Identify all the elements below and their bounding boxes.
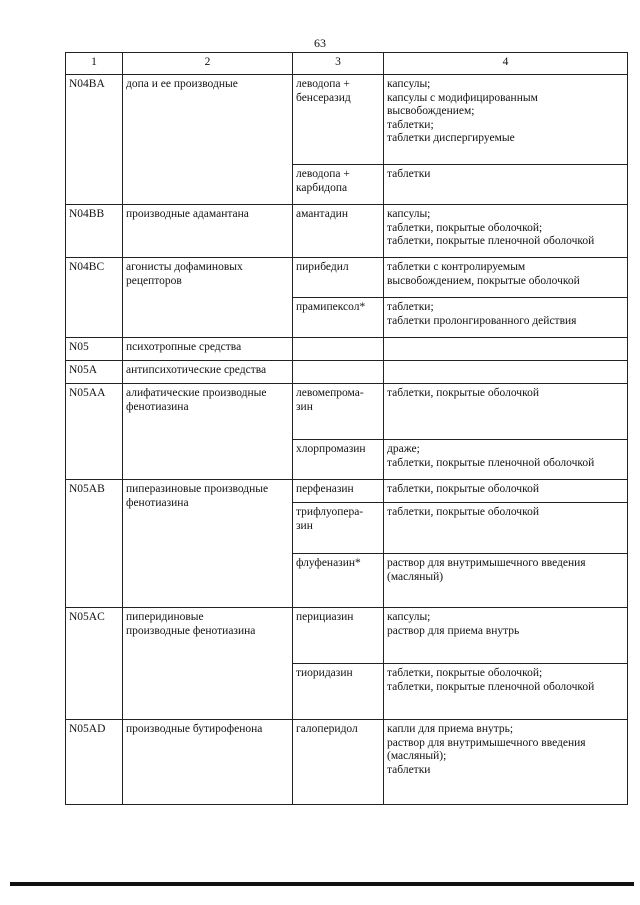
dosage-forms-cell: таблетки, покрытые оболочкой	[384, 480, 628, 503]
table-row	[66, 384, 628, 440]
drug-name-cell	[293, 338, 384, 361]
header-col-4: 4	[384, 53, 628, 75]
bottom-divider	[10, 882, 634, 886]
drug-table-body	[66, 53, 628, 805]
atc-code-cell: N05	[66, 338, 123, 361]
drug-name-cell: левомепрома- зин	[293, 384, 384, 440]
table-row	[66, 338, 628, 361]
table-row	[66, 361, 628, 384]
atc-code-cell: N05AA	[66, 384, 123, 480]
page-number: 63	[314, 36, 326, 50]
drug-name-cell: галоперидол	[293, 720, 384, 805]
dosage-forms-cell: таблетки с контролируемым высвобождением, покрытые оболочкой	[384, 258, 628, 298]
group-name-cell: пиперазиновые производные фенотиазина	[123, 480, 293, 608]
group-name-cell: допа и ее производные	[123, 75, 293, 205]
dosage-forms-cell	[384, 361, 628, 384]
drug-name-cell: пирибедил	[293, 258, 384, 298]
header-col-1: 1	[66, 53, 123, 75]
dosage-forms-cell: капсулы; раствор для приема внутрь	[384, 608, 628, 664]
table-row	[66, 480, 628, 503]
atc-code-cell: N05AD	[66, 720, 123, 805]
atc-code-cell: N04BC	[66, 258, 123, 338]
dosage-forms-cell: таблетки, покрытые оболочкой; таблетки, покрытые пленочной оболочкой	[384, 664, 628, 720]
atc-code-cell: N05A	[66, 361, 123, 384]
dosage-forms-cell: капсулы; таблетки, покрытые оболочкой; таблетки, покрытые пленочной оболочкой	[384, 205, 628, 258]
atc-code-cell: N05AB	[66, 480, 123, 608]
dosage-forms-cell: капсулы; капсулы с модифицированным высвобождением; таблетки; таблетки диспергируемые	[384, 75, 628, 165]
group-name-cell: алифатические производные фенотиазина	[123, 384, 293, 480]
dosage-forms-cell: таблетки, покрытые оболочкой	[384, 384, 628, 440]
group-name-cell: производные бутирофенона	[123, 720, 293, 805]
header-col-3: 3	[293, 53, 384, 75]
group-name-cell: агонисты дофаминовых рецепторов	[123, 258, 293, 338]
drug-name-cell: амантадин	[293, 205, 384, 258]
table-row	[66, 75, 628, 165]
table-row	[66, 205, 628, 258]
dosage-forms-cell: драже; таблетки, покрытые пленочной оболочкой	[384, 440, 628, 480]
drug-name-cell: флуфеназин*	[293, 554, 384, 608]
drug-name-cell: леводопа + карбидопа	[293, 165, 384, 205]
table-row	[66, 258, 628, 298]
dosage-forms-cell: капли для приема внутрь; раствор для внутримышечного введения (масляный); таблетки	[384, 720, 628, 805]
drug-name-cell	[293, 361, 384, 384]
group-name-cell: антипсихотические средства	[123, 361, 293, 384]
drug-name-cell: перфеназин	[293, 480, 384, 503]
dosage-forms-cell: раствор для внутримышечного введения (масляный)	[384, 554, 628, 608]
drug-name-cell: хлорпромазин	[293, 440, 384, 480]
atc-code-cell: N04BA	[66, 75, 123, 205]
drug-name-cell: тиоридазин	[293, 664, 384, 720]
drug-name-cell: перициазин	[293, 608, 384, 664]
drug-name-cell: прамипексол*	[293, 298, 384, 338]
table-row	[66, 608, 628, 664]
dosage-forms-cell: таблетки; таблетки пролонгированного действия	[384, 298, 628, 338]
table-row	[66, 720, 628, 805]
group-name-cell: психотропные средства	[123, 338, 293, 361]
dosage-forms-cell	[384, 338, 628, 361]
table-header-row	[66, 53, 628, 75]
drug-name-cell: трифлуопера- зин	[293, 503, 384, 554]
dosage-forms-cell: таблетки, покрытые оболочкой	[384, 503, 628, 554]
atc-code-cell: N04BB	[66, 205, 123, 258]
header-col-2: 2	[123, 53, 293, 75]
group-name-cell: пиперидиновые производные фенотиазина	[123, 608, 293, 720]
dosage-forms-cell: таблетки	[384, 165, 628, 205]
drug-table	[65, 52, 628, 805]
atc-code-cell: N05AC	[66, 608, 123, 720]
group-name-cell: производные адамантана	[123, 205, 293, 258]
drug-name-cell: леводопа + бенсеразид	[293, 75, 384, 165]
